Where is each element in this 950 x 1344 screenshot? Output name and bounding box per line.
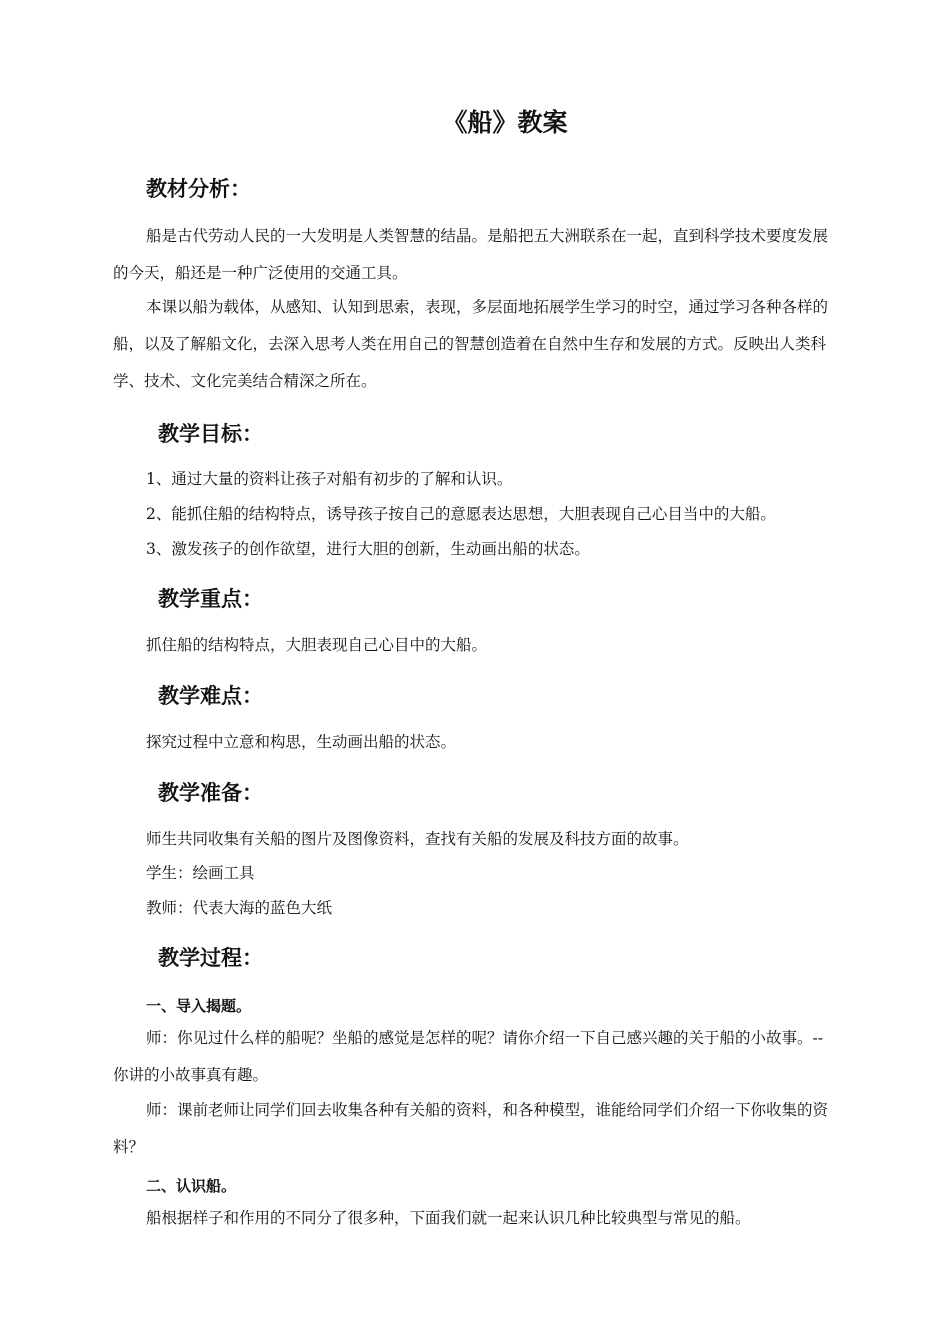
process-subheading-1: 一、导入揭题。 (146, 997, 252, 1015)
preparation-line: 师生共同收集有关船的图片及图像资料，查找有关船的发展及科技方面的故事。 (146, 830, 689, 848)
heading-analysis: 教材分析： (146, 177, 251, 201)
heading-goals: 教学目标： (158, 422, 263, 446)
key-points-text: 抓住船的结构特点，大胆表现自己心目中的大船。 (146, 636, 488, 654)
page-title: 《船》教案 (442, 108, 568, 137)
difficulty-text: 探究过程中立意和构思，生动画出船的状态。 (146, 733, 457, 751)
process-paragraph-2: 师：课前老师让同学们回去收集各种有关船的资料，和各种模型，谁能给同学们介绍一下你收集的资料？ (113, 1101, 829, 1156)
heading-difficulty: 教学难点： (158, 684, 263, 708)
process-paragraph-3: 船根据样子和作用的不同分了很多种，下面我们就一起来认识几种比较典型与常见的船。 (146, 1209, 751, 1227)
heading-process: 教学过程： (158, 946, 263, 970)
heading-key-points: 教学重点： (158, 587, 263, 611)
goal-item: 3、激发孩子的创作欲望，进行大胆的创新，生动画出船的状态。 (146, 540, 590, 558)
process-subheading-2: 二、认识船。 (146, 1177, 237, 1195)
goal-item: 1、通过大量的资料让孩子对船有初步的了解和认识。 (146, 470, 513, 488)
preparation-line: 教师：代表大海的蓝色大纸 (146, 899, 333, 917)
preparation-line: 学生：绘画工具 (146, 864, 255, 882)
heading-preparation: 教学准备： (158, 781, 263, 805)
analysis-paragraph-1: 船是古代劳动人民的一大发明是人类智慧的结晶。是船把五大洲联系在一起，直到科学技术要度发展的今天，船还是一种广泛使用的交通工具。 (113, 227, 829, 282)
process-paragraph-1: 师：你见过什么样的船呢？坐船的感觉是怎样的呢？请你介绍一下自己感兴趣的关于船的小故事。--你讲的小故事真有趣。 (113, 1029, 823, 1084)
analysis-paragraph-2: 本课以船为载体，从感知、认知到思索，表现，多层面地拓展学生学习的时空，通过学习各种各样的船，以及了解船文化，去深入思考人类在用自己的智慧创造着在自然中生存和发展的方式。反映出人类科学、技术、文化完美结合精深之所在。 (113, 298, 829, 390)
goal-item: 2、能抓住船的结构特点，诱导孩子按自己的意愿表达思想，大胆表现自己心目当中的大船。 (146, 505, 776, 523)
